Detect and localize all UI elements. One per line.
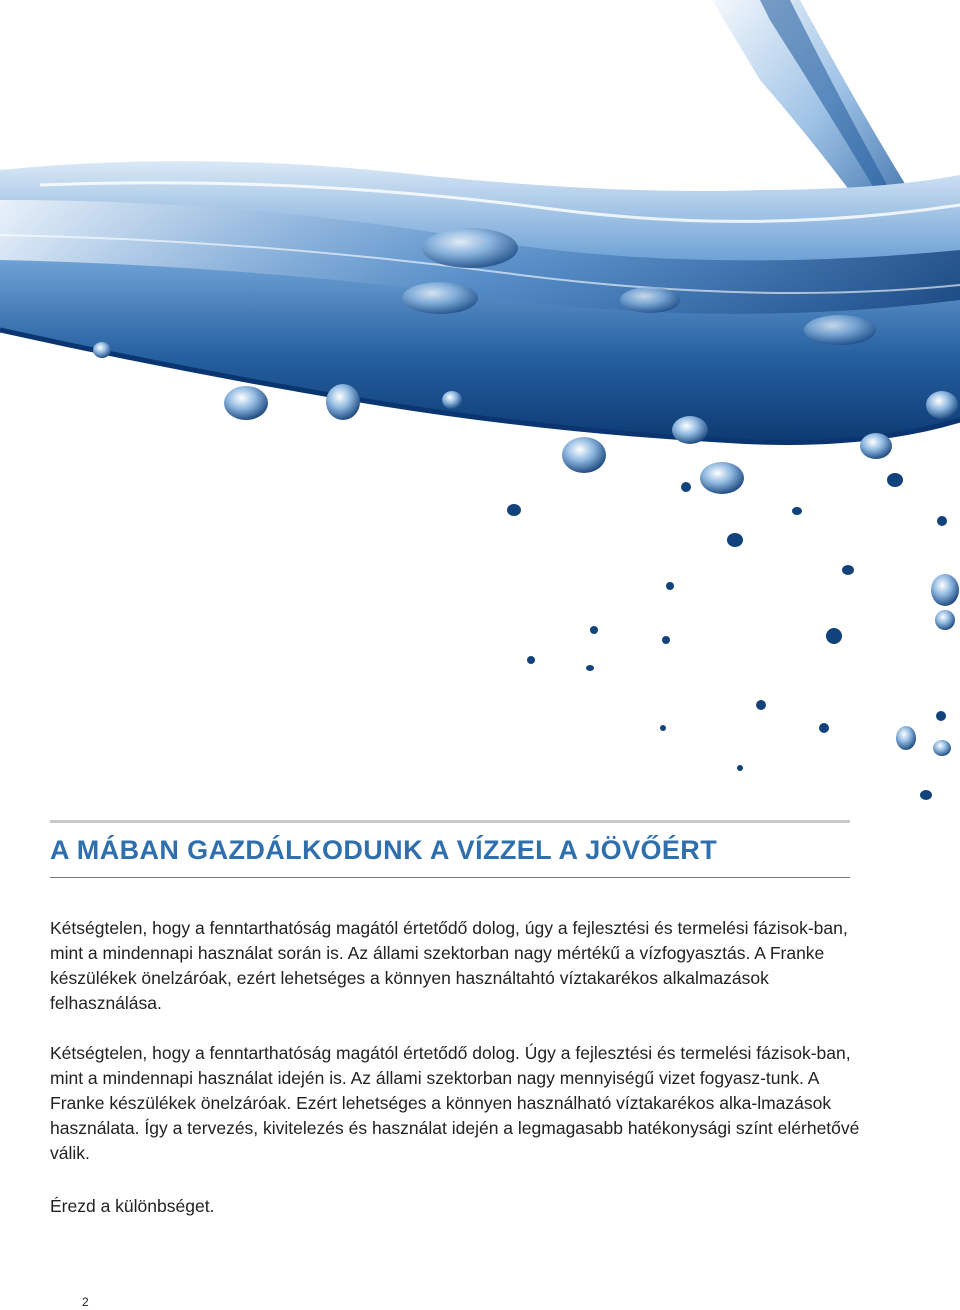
body-text bbox=[50, 916, 870, 1191]
page-title: A MÁBAN GAZDÁLKODUNK A VÍZZEL A JÖVŐÉRT bbox=[50, 835, 718, 865]
heading-rule-block bbox=[50, 820, 850, 878]
paragraph-2: Kétségtelen, hogy a fenntarthatóság magától értetődő dolog. Úgy a fejlesztési és termelési fázisok-ban, mint a mindennapi használat idején is. Az állami szektorban nagy mennyiségű vizet fogyasz-tunk. A Franke készülékek önelzáróak. Ezért lehetséges a könnyen használható víztakarékos alka-lmazások használata. Így a tervezés, kivitelezés és használat idején a legmagasabb hatékonysági színt elérhetővé válik. bbox=[50, 1043, 860, 1163]
paragraph-1: Kétségtelen, hogy a fenntarthatóság magától értetődő dolog, úgy a fejlesztési és termelési fázisok-ban, mint a mindennapi használat során is. Az állami szektorban nagy mértékű a vízfogyasztás. A Franke készülékek önelzáróak, ezért lehetséges a könnyen használtahtó víztakarékos alkalmazások felhasználása. bbox=[50, 918, 848, 1013]
closing-line: Érezd a különbséget. bbox=[50, 1196, 215, 1216]
page-number: 2 bbox=[82, 1295, 89, 1309]
